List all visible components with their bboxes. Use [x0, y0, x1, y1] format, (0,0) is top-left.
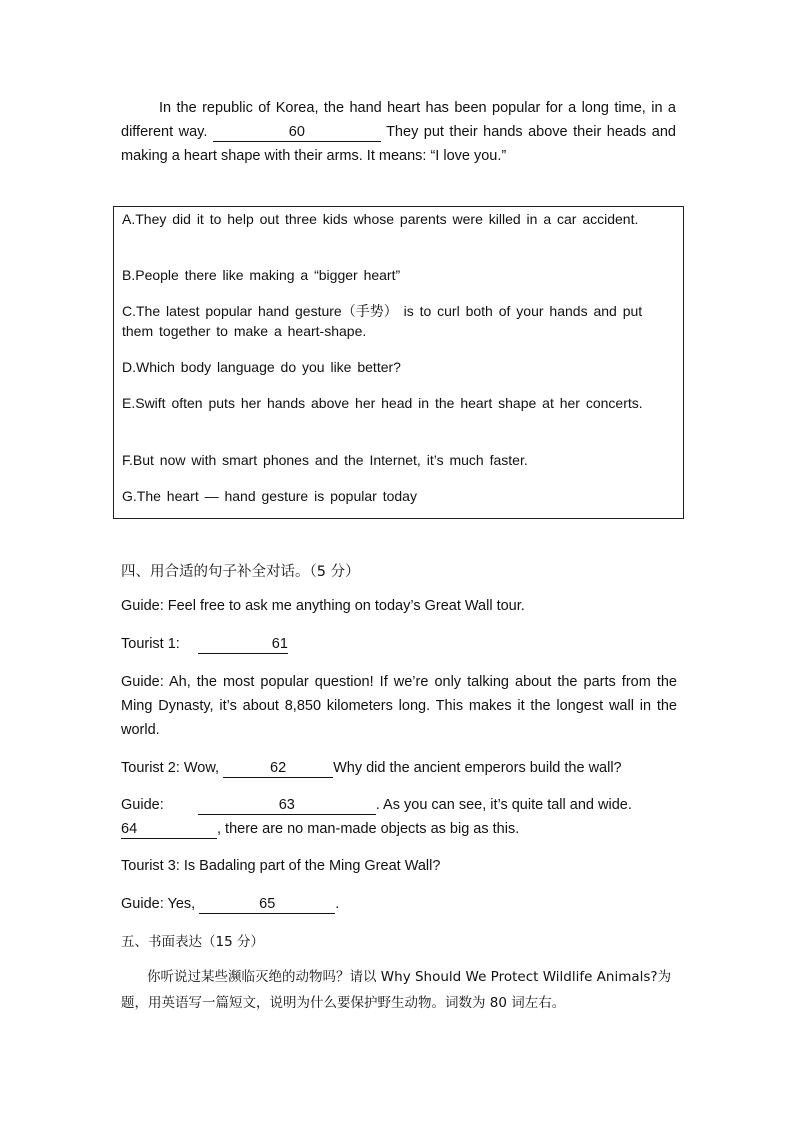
guide-reply-continued: , there are no man-made objects as big as this. [217, 821, 520, 837]
dialogue-line-6 [121, 817, 681, 841]
dialogue-line-3: Guide: Ah, the most popular question! If we’re only talking about the parts from the Ming Dynasty, it’s about 8,850 kilometers long. This makes it the longest wall in the world. [121, 674, 677, 738]
paragraph-text-before: In the republic of Korea, the hand heart has been popular for a long time, in a different way. [121, 100, 676, 140]
blank-61[interactable]: 61 [198, 635, 288, 654]
speaker-tourist-1: Tourist 1: [121, 636, 180, 652]
blank-62[interactable]: 62 [223, 759, 333, 778]
option-b: B.People there like making a “bigger heart” [122, 267, 401, 283]
option-f: F.But now with smart phones and the Internet, it’s much faster. [122, 452, 528, 468]
blank-65[interactable]: 65 [199, 895, 335, 914]
blank-60[interactable]: 60 [213, 123, 381, 142]
period: . [335, 896, 340, 912]
reading-paragraph [121, 96, 676, 168]
dialogue-line-8 [121, 892, 681, 916]
option-d: D.Which body language do you like better? [122, 359, 401, 375]
paragraph-text-after: They put their hands above their heads and making a heart shape with their arms. It means: “I love you.” [121, 124, 676, 164]
blank-64[interactable]: 64 [121, 820, 217, 839]
question-text: Why did the ancient emperors build the wall? [333, 760, 622, 776]
dialogue-line-7: Tourist 3: Is Badaling part of the Ming Great Wall? [121, 858, 441, 874]
speaker-guide: Guide: [121, 797, 164, 813]
option-a: A.They did it to help out three kids whose parents were killed in a car accident. [122, 211, 639, 227]
option-e: E.Swift often puts her hands above her head in the heart shape at her concerts. [122, 395, 643, 411]
guide-reply-text: . As you can see, it’s quite tall and wide. [375, 797, 632, 813]
option-c: C.The latest popular hand gesture（手势） is to curl both of your hands and put them together to make a heart-shape. [122, 303, 643, 339]
dialogue-line-5 [121, 793, 681, 817]
writing-prompt: 你听说过某些濒临灭绝的动物吗？请以 Why Should We Protect Wildlife Animals?为题，用英语写一篇短文，说明为什么要保护野生动物。词数为 80 词左右。 [121, 969, 672, 1011]
section-5-title: 五、书面表达（15 分） [121, 934, 264, 950]
speaker-tourist-2: Tourist 2: Wow, [121, 760, 220, 776]
option-g: G.The heart — hand gesture is popular today [122, 488, 417, 504]
speaker-guide-2: Guide: Yes, [121, 896, 196, 912]
dialogue-line-2 [121, 632, 681, 656]
blank-63[interactable]: 63 [198, 796, 376, 815]
options-box [113, 206, 684, 519]
dialogue-line-1: Guide: Feel free to ask me anything on today’s Great Wall tour. [121, 598, 525, 614]
dialogue-line-4 [121, 756, 681, 780]
section-4-title: 四、用合适的句子补全对话。（5 分） [121, 564, 360, 580]
